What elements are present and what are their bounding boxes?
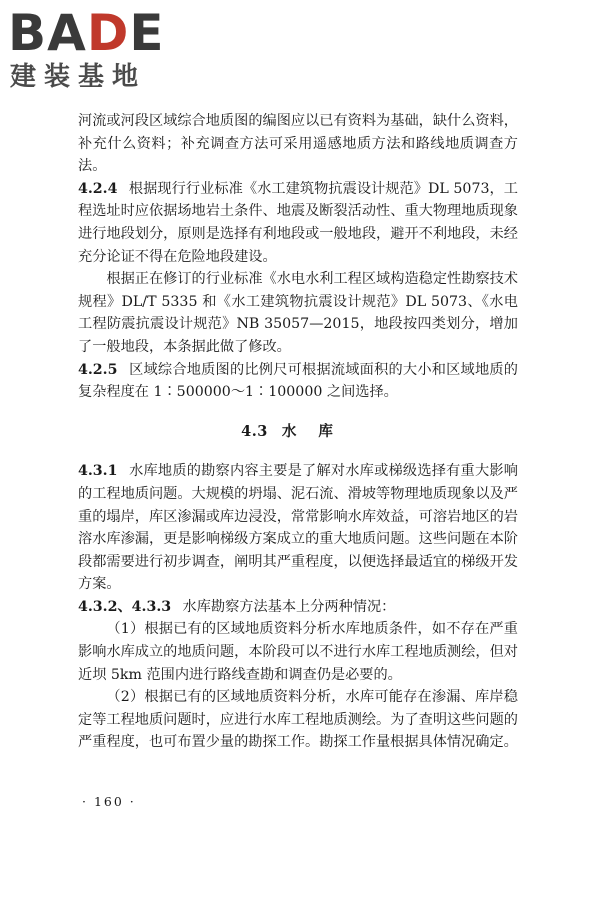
clause-text: 区域综合地质图的比例尺可根据流域面积的大小和区域地质的复杂程度在 1∶500000～1∶100000 之间选择。 [78, 361, 518, 401]
logo-letters-suffix: E [129, 4, 165, 62]
clause-4-2-5 [78, 359, 518, 404]
logo-subtitle: 建装基地 [10, 62, 147, 92]
clause-text: 水库地质的勘察内容主要是了解对水库或梯级选择有重大影响的工程地质问题。大规模的坍塌、泥石流、滑坡等物理地质现象以及严重的塌岸，库区渗漏或库边浸没，常常影响水库效益，可溶岩地区的岩溶水库渗漏，更是影响梯级方案成立的重大地质问题。这些问题在本阶段都需要进行初步调查，阐明其严重程度，以便选择最适宜的梯级开发方案。 [78, 463, 518, 593]
clause-4-3-2-3 [78, 596, 518, 619]
clause-text: 根据现行行业标准《水工建筑物抗震设计规范》DL 5073，工程选址时应依据场地岩土条件、地震及断裂活动性、重大物理地质现象进行地段划分，原则是选择有利地段或一般地段，避开不利地段，未经充分论证不得在危险地段建设。 [78, 180, 518, 265]
paragraph-text: （2）根据已有的区域地质资料分析，水库可能存在渗漏、库岸稳定等工程地质问题时，应进行水库工程地质测绘。为了查明这些问题的严重程度，也可布置少量的勘探工作。勘探工作量根据具体情况确定。 [78, 689, 518, 751]
logo-letters-prefix: BA [8, 4, 87, 62]
section-number: 4.3 [241, 422, 268, 440]
clause-number: 4.3.2、4.3.3 [78, 598, 172, 615]
paragraph-case-1 [78, 618, 518, 686]
clause-text: 水库勘察方法基本上分两种情况： [182, 598, 396, 615]
section-heading [78, 421, 518, 444]
paragraph-map-compilation [78, 110, 518, 178]
clause-number: 4.2.4 [78, 180, 118, 197]
logo-wordmark [8, 6, 164, 60]
clause-number: 4.2.5 [78, 361, 118, 378]
paragraph-revision-note [78, 268, 518, 358]
clause-number: 4.3.1 [78, 463, 118, 480]
clause-4-3-1 [78, 460, 518, 596]
paragraph-text: （1）根据已有的区域地质资料分析水库地质条件，如不存在严重影响水库成立的地质问题，本阶段可以不进行水库工程地质测绘，但对近坝 5km 范围内进行路线查勘和调查仍是必要的。 [78, 621, 518, 683]
paragraph-case-2 [78, 686, 518, 754]
clause-4-2-4 [78, 178, 518, 268]
paragraph-text: 根据正在修订的行业标准《水电水利工程区域构造稳定性勘察技术规程》DL/T 5335 和《水工建筑物抗震设计规范》DL 5073、《水电工程防震抗震设计规范》NB 35057—2015，地段按四类划分，增加了一般地段，本条据此做了修改。 [78, 271, 518, 355]
document-body [78, 110, 518, 754]
logo-letter-accent: D [86, 4, 130, 62]
section-title: 水库 [281, 422, 355, 440]
bade-logo [8, 6, 178, 96]
page-number: · 160 · [82, 794, 136, 809]
paragraph-text: 河流或河段区域综合地质图的编图应以已有资料为基础，缺什么资料，补充什么资料；补充调查方法可采用遥感地质方法和路线地质调查方法。 [78, 113, 518, 175]
